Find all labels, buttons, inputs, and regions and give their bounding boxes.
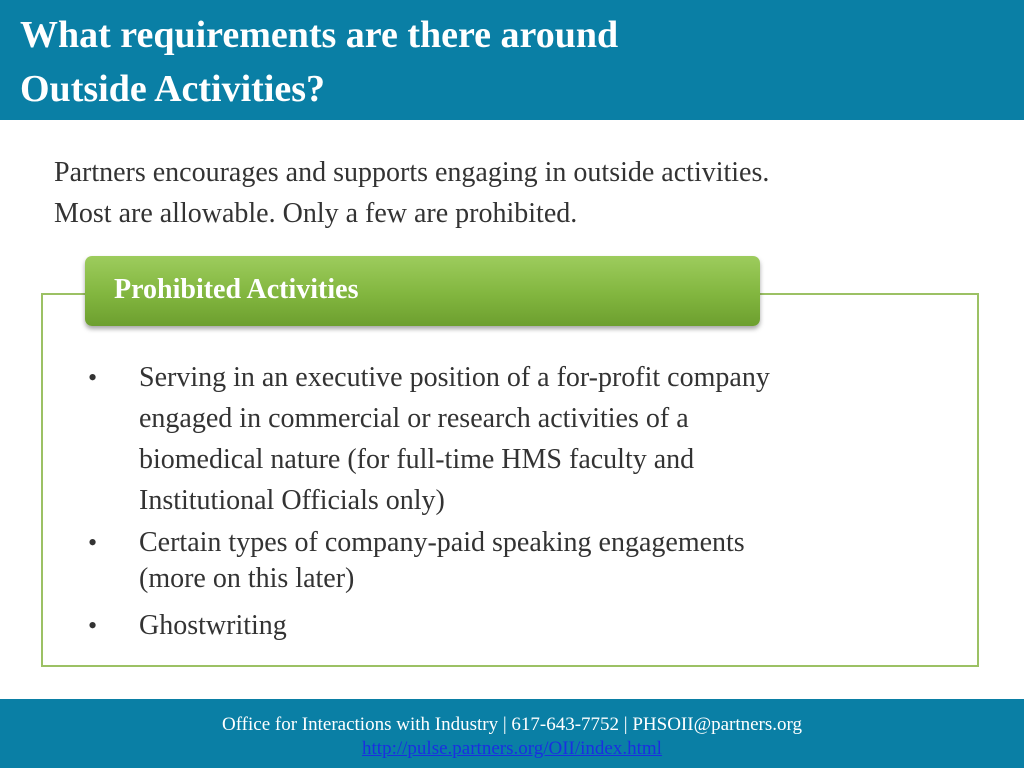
list-item-line: engaged in commercial or research activities of a [139, 403, 689, 434]
list-item-line: Ghostwriting [139, 610, 287, 641]
header-bar [0, 0, 1024, 120]
list-item-line: Institutional Officials only) [139, 485, 445, 516]
slide-title-line-2: Outside Activities? [20, 68, 326, 110]
intro-line-1: Partners encourages and supports engaging in outside activities. [54, 157, 770, 188]
intro-line-2: Most are allowable. Only a few are prohibited. [54, 198, 578, 229]
slide-title [20, 8, 920, 116]
footer-website-link[interactable]: http://pulse.partners.org/OII/index.html [362, 738, 662, 759]
list-item-line: Certain types of company-paid speaking engagements [139, 527, 745, 558]
list-item [88, 357, 878, 521]
footer-bar [0, 699, 1024, 768]
footer-contact-info: Office for Interactions with Industry | 617-643-7752 | PHSOII@partners.org [221, 714, 803, 735]
list-item-line: (more on this later) [139, 563, 355, 594]
bullet-icon: • [88, 363, 98, 392]
list-item [88, 605, 878, 646]
prohibited-activities-list [88, 357, 878, 646]
footer-link-row [0, 737, 1024, 761]
prohibited-activities-tab [85, 256, 760, 326]
list-item [88, 525, 878, 597]
prohibited-activities-heading: Prohibited Activities [114, 274, 359, 305]
bullet-icon: • [88, 611, 98, 640]
intro-text [54, 152, 974, 234]
bullet-icon: • [88, 528, 98, 557]
list-item-line: Serving in an executive position of a for-profit company [139, 362, 770, 393]
slide-title-line-1: What requirements are there around [20, 14, 619, 56]
list-item-line: biomedical nature (for full-time HMS faculty and [139, 444, 695, 475]
